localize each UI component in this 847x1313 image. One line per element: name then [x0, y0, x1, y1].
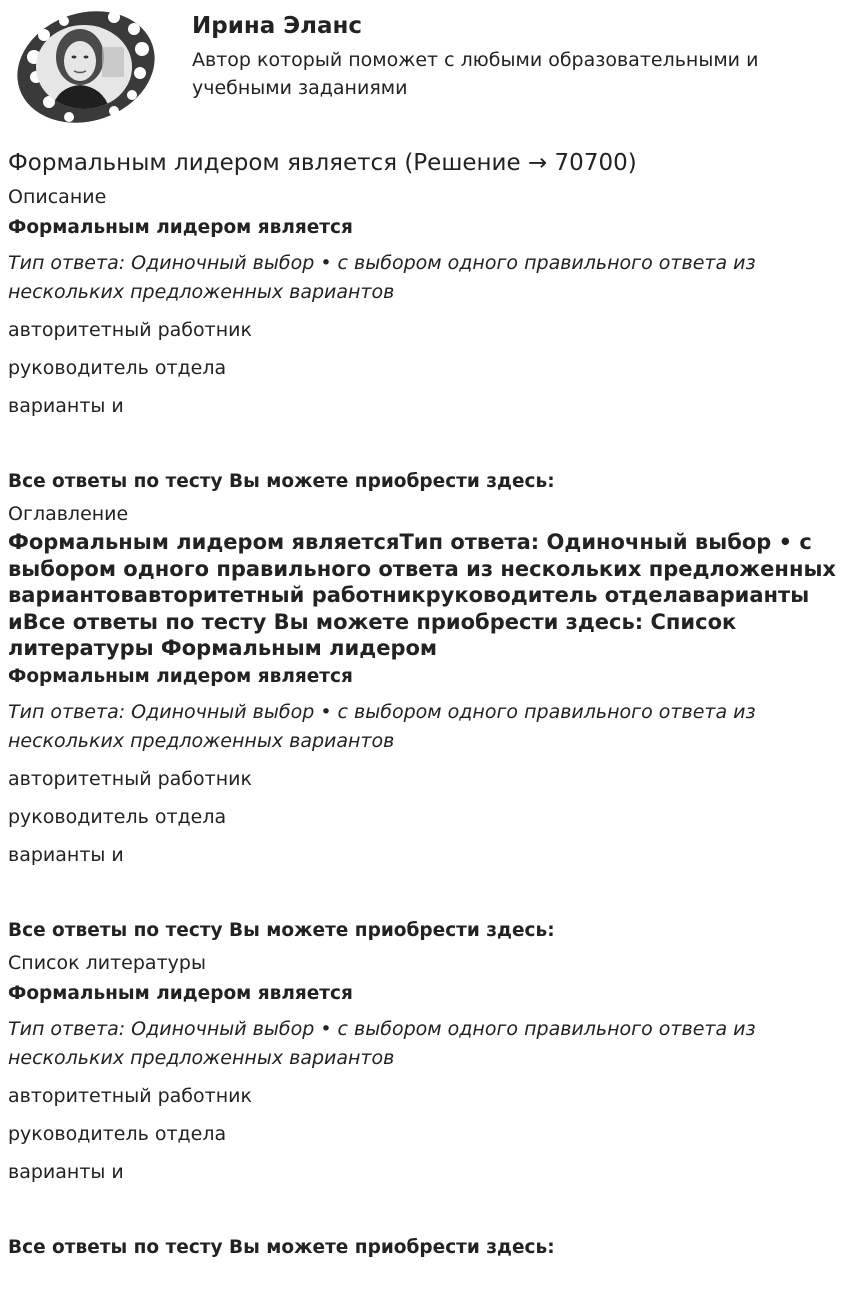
section-label-bibliography: Список литературы: [8, 951, 206, 974]
option-item: варианты и: [8, 1160, 124, 1183]
page-title: Формальным лидером является (Решение → 70700): [8, 150, 637, 176]
author-description: Автор который поможет с любыми образовательными и учебными заданиями: [192, 49, 759, 99]
buy-answers-text: Все ответы по тесту Вы можете приобрести здесь:: [8, 471, 555, 492]
option-item: авторитетный работник: [8, 767, 252, 790]
option-item: авторитетный работник: [8, 319, 252, 341]
option-item: авторитетный работник: [8, 1084, 252, 1107]
question-title: Формальным лидером является: [8, 982, 353, 1004]
toc-text: Формальным лидером являетсяТип ответа: Одиночный выбор • с выбором одного правильного ответа из нескольких предложенных вариантовавторитетный работникруководитель отделаварианты иВсе ответы по тесту Вы можете приобрести здесь: Список литературы Формальным лидером: [8, 530, 836, 660]
option-item: варианты и: [8, 843, 124, 866]
option-item: варианты и: [8, 395, 124, 417]
question-title: Формальным лидером является: [8, 217, 353, 238]
buy-answers-text: Все ответы по тесту Вы можете приобрести здесь:: [8, 1236, 555, 1258]
description-section: [8, 185, 839, 494]
buy-answers-text: Все ответы по тесту Вы можете приобрести здесь:: [8, 919, 555, 941]
section-label-description: Описание: [8, 186, 107, 208]
toc-section: [8, 502, 839, 943]
author-info: [192, 10, 812, 102]
author-name: Ирина Эланс: [192, 13, 363, 39]
bibliography-section: [8, 951, 839, 1260]
answer-type: Тип ответа: Одиночный выбор • с выбором одного правильного ответа из нескольких предложенных вариантов: [8, 700, 756, 752]
author-card: [8, 0, 839, 134]
author-avatar: [14, 7, 159, 127]
option-item: руководитель отдела: [8, 805, 227, 828]
section-label-toc: Оглавление: [8, 503, 129, 525]
answer-type: Тип ответа: Одиночный выбор • с выбором одного правильного ответа из нескольких предложенных вариантов: [8, 1017, 756, 1069]
question-title: Формальным лидером является: [8, 665, 353, 687]
option-item: руководитель отдела: [8, 357, 227, 379]
option-item: руководитель отдела: [8, 1122, 227, 1145]
answer-type: Тип ответа: Одиночный выбор • с выбором одного правильного ответа из нескольких предложенных вариантов: [8, 252, 756, 303]
